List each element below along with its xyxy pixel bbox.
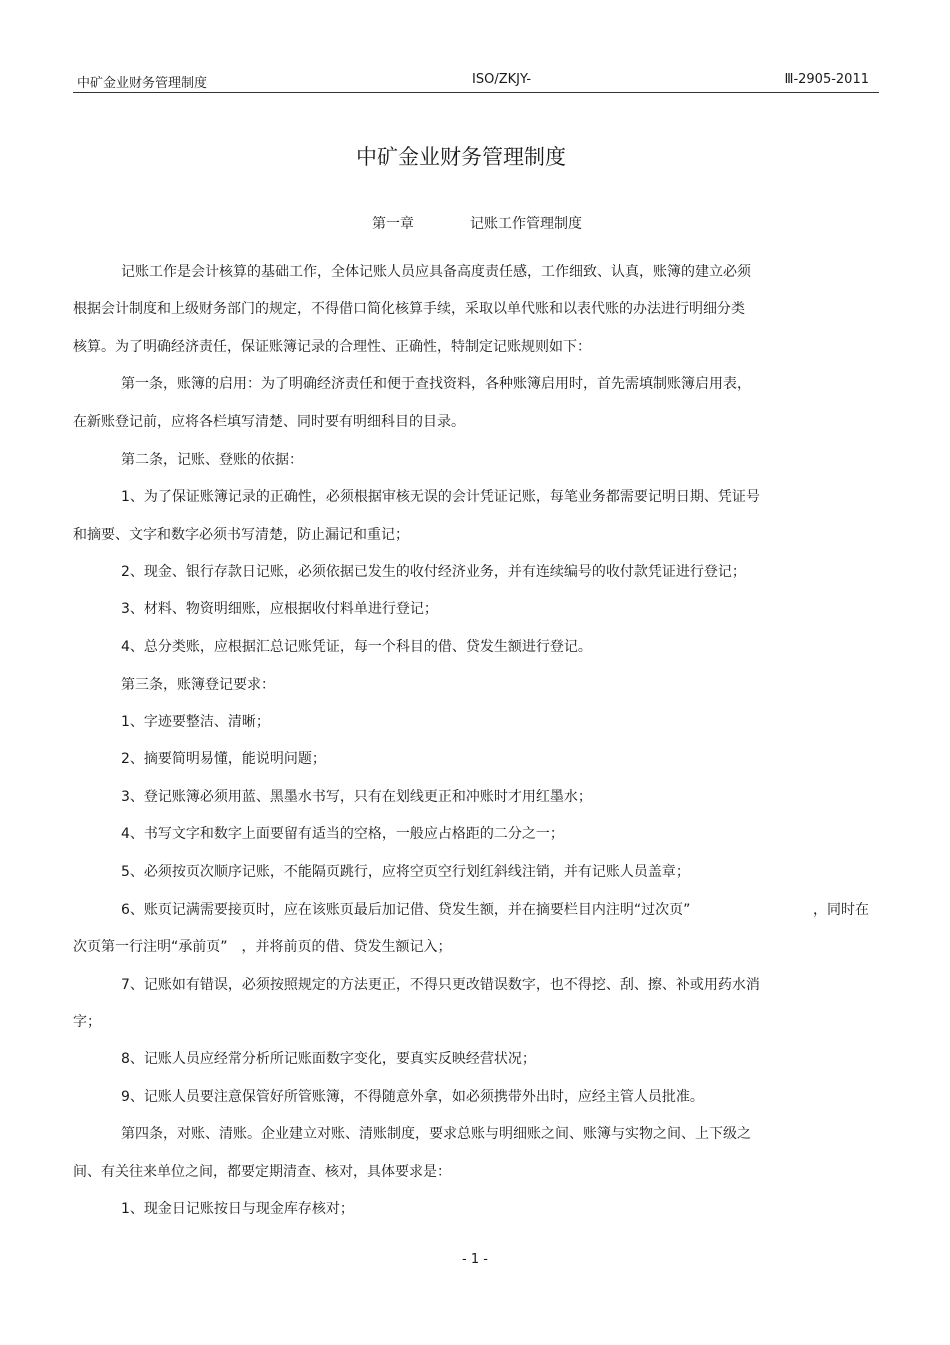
body-line: 间、有关往来单位之间，都要定期清查、核对，具体要求是： <box>73 1164 451 1180</box>
body-line-continuation: ，同时在 <box>813 902 869 918</box>
chapter-number: 第一章 <box>372 216 414 232</box>
article-heading: 第四条，对账、清账。企业建立对账、清账制度，要求总账与明细账之间、账簿与实物之间、上下级之 <box>121 1126 751 1142</box>
body-line: 1、字迹要整洁、清晰； <box>121 714 270 730</box>
body-line: 3、材料、物资明细账，应根据收付料单进行登记； <box>121 601 438 617</box>
article-heading: 第三条，账簿登记要求： <box>121 677 275 693</box>
page-header <box>73 70 879 93</box>
body-line: 字； <box>73 1014 101 1030</box>
body-line: 3、登记账簿必须用蓝、黑墨水书写，只有在划线更正和冲账时才用红墨水； <box>121 789 592 805</box>
body-line: 4、书写文字和数字上面要留有适当的空格，一般应占格距的二分之一； <box>121 826 564 842</box>
header-left-text: 中矿金业财务管理制度 <box>77 76 208 91</box>
body-line: 1、为了保证账簿记录的正确性，必须根据审核无误的会计凭证记账，每笔业务都需要记明日期、凭证号 <box>121 489 760 505</box>
body-line: 核算。为了明确经济责任，保证账簿记录的合理性、正确性，特制定记账规则如下： <box>73 339 591 355</box>
body-line: 9、记账人员要注意保管好所管账簿，不得随意外拿，如必须携带外出时，应经主管人员批准。 <box>121 1089 704 1105</box>
body-line: 和摘要、文字和数字必须书写清楚，防止漏记和重记； <box>73 527 409 543</box>
article-heading: 第二条，记账、登账的依据： <box>121 452 303 468</box>
body-line: 1、现金日记账按日与现金库存核对； <box>121 1201 354 1217</box>
body-line: 6、账页记满需要接页时，应在该账页最后加记借、贷发生额，并在摘要栏目内注明“过次页” <box>121 902 691 918</box>
body-line: 5、必须按页次顺序记账，不能隔页跳行，应将空页空行划红斜线注销，并有记账人员盖章； <box>121 864 690 880</box>
body-line: 2、现金、银行存款日记账，必须依据已发生的收付经济业务，并有连续编号的收付款凭证进行登记； <box>121 564 746 580</box>
body-line: 8、记账人员应经常分析所记账面数字变化，要真实反映经营状况； <box>121 1051 536 1067</box>
chapter-heading <box>372 213 582 233</box>
body-line: 第一条，账簿的启用：为了明确经济责任和便于查找资料，各种账簿启用时，首先需填制账簿启用表， <box>121 376 751 392</box>
body-line: 根据会计制度和上级财务部门的规定，不得借口简化核算手续，采取以单代账和以表代账的办法进行明细分类 <box>73 301 745 317</box>
body-line: 在新账登记前，应将各栏填写清楚、同时要有明细科目的目录。 <box>73 414 465 430</box>
page-number: - 1 - <box>462 1252 488 1267</box>
header-doc-code: ISO/ZKJY- <box>472 72 532 87</box>
body-line: 2、摘要简明易懂，能说明问题； <box>121 751 326 767</box>
body-line: 4、总分类账，应根据汇总记账凭证，每一个科目的借、贷发生额进行登记。 <box>121 639 592 655</box>
chapter-name: 记账工作管理制度 <box>470 216 582 232</box>
body-line: 次页第一行注明“承前页” ，并将前页的借、贷发生额记入； <box>73 939 452 955</box>
body-line: 7、记账如有错误，必须按照规定的方法更正，不得只更改错误数字，也不得挖、刮、擦、补或用药水消 <box>121 977 760 993</box>
document-title: 中矿金业财务管理制度 <box>356 145 566 169</box>
header-doc-number: Ⅲ-2905-2011 <box>784 72 869 87</box>
body-line: 记账工作是会计核算的基础工作，全体记账人员应具备高度责任感，工作细致、认真，账簿的建立必须 <box>121 264 751 280</box>
